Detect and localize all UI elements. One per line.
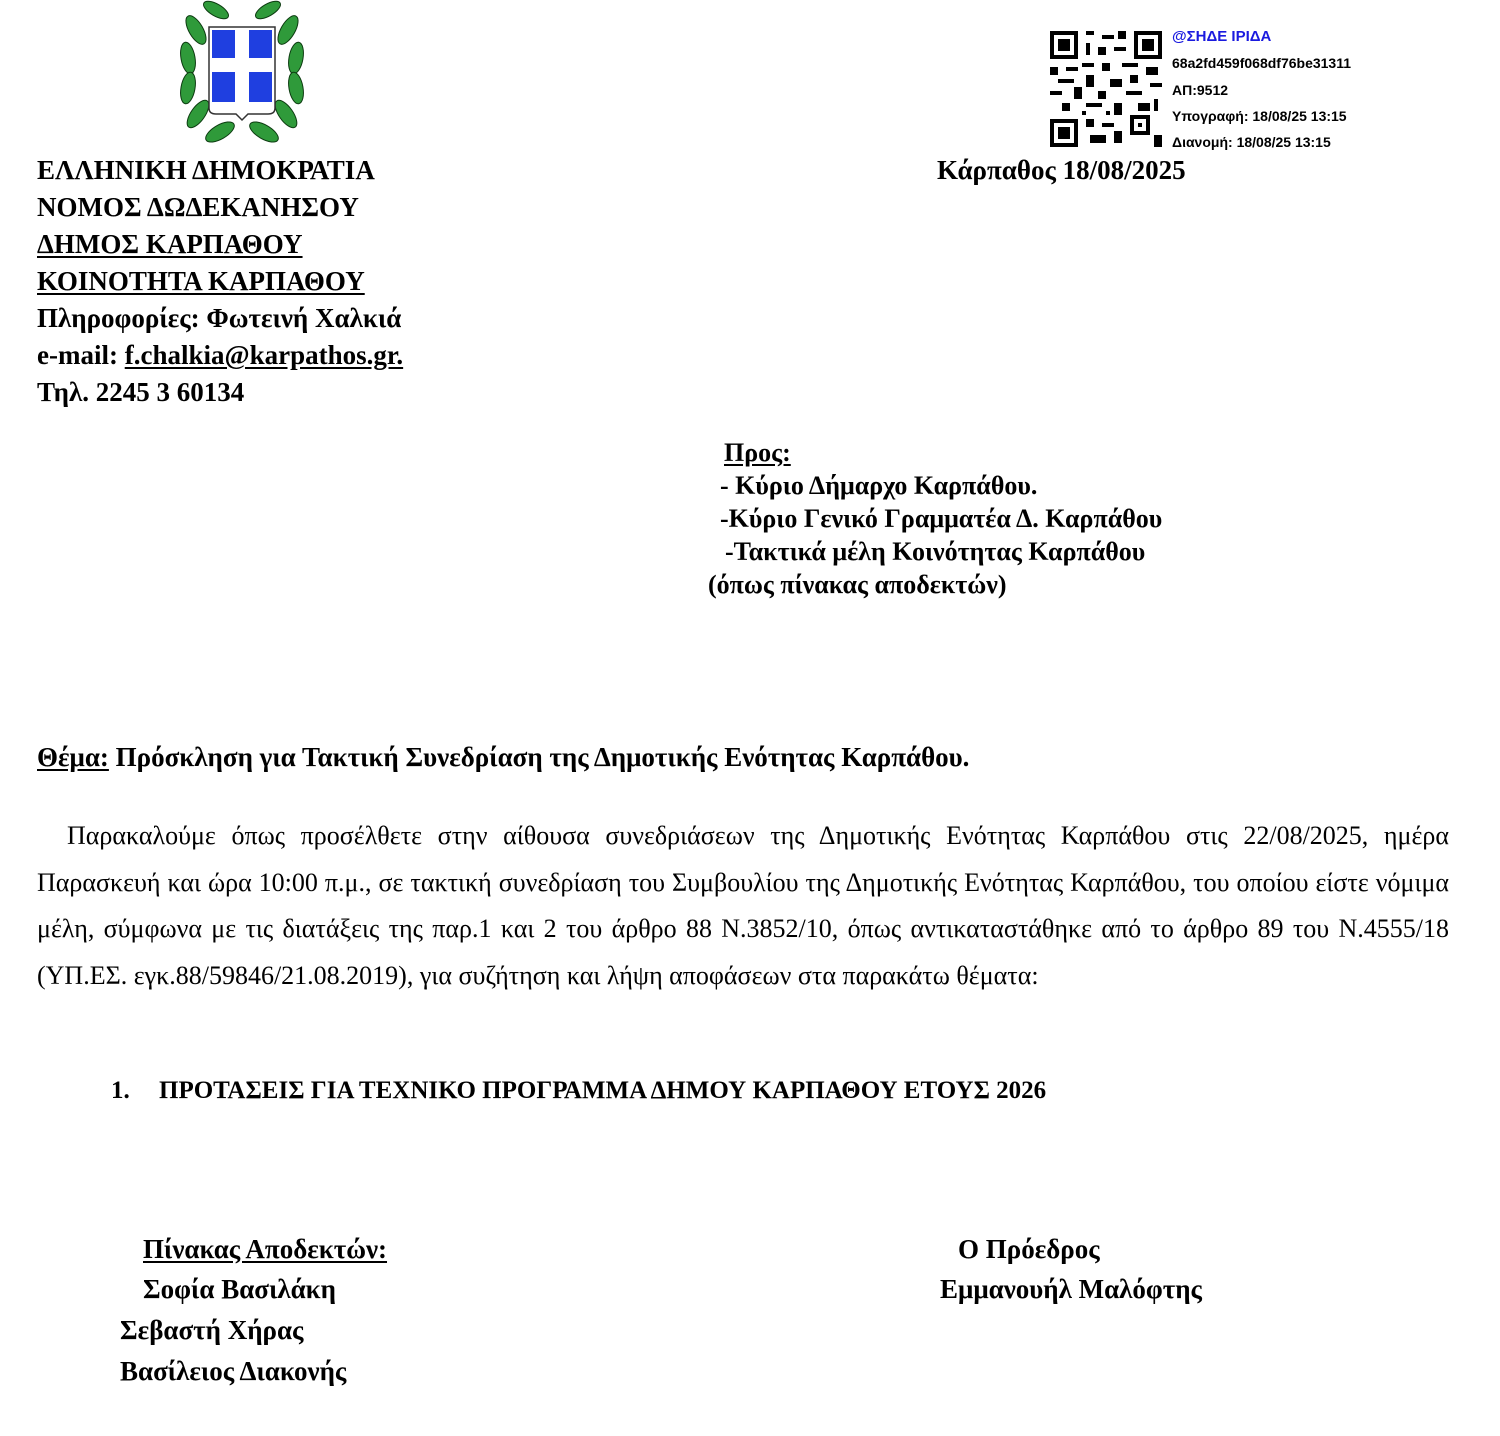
subject-label: Θέμα: xyxy=(37,742,109,772)
sender-country: ΕΛΛΗΝΙΚΗ ΔΗΜΟΚΡΑΤΙΑ xyxy=(37,155,375,185)
qr-code-icon xyxy=(1050,30,1162,148)
sender-email-label: e-mail: xyxy=(37,340,118,370)
agenda-item-number: 1. xyxy=(111,1077,130,1104)
subject-text: Πρόσκληση για Τακτική Συνεδρίαση της Δημοτικής Ενότητας Καρπάθου. xyxy=(115,742,970,772)
sender-email-link[interactable]: f.chalkia@karpathos.gr. xyxy=(124,340,404,370)
stamp-system-name: @ΣΗΔΕ ΙΡΙΔΑ xyxy=(1172,28,1272,45)
agenda-item-text: ΠΡΟΤΑΣΕΙΣ ΓΙΑ ΤΕΧΝΙΚΟ ΠΡΟΓΡΑΜΜΑ ΔΗΜΟΥ ΚΑΡΠΑΘΟΥ ΕΤΟΥΣ 2026 xyxy=(159,1077,1047,1104)
recipient-line: (όπως πίνακας αποδεκτών) xyxy=(708,570,1007,599)
sender-header xyxy=(37,152,403,411)
sender-municipality: ΔΗΜΟΣ ΚΑΡΠΑΘΟΥ xyxy=(37,229,303,259)
sender-prefecture: ΝΟΜΟΣ ΔΩΔΕΚΑΝΗΣΟΥ xyxy=(37,192,359,222)
stamp-distribution-time: Διανομή: 18/08/25 13:15 xyxy=(1172,134,1331,150)
sender-email xyxy=(37,337,403,374)
recipient-line: -Τακτικά μέλη Κοινότητας Καρπάθου xyxy=(725,537,1146,566)
distribution-name: Σοφία Βασιλάκη xyxy=(143,1274,336,1304)
recipient-line: -Κύριο Γενικό Γραμματέα Δ. Καρπάθου xyxy=(720,504,1163,533)
signatory-title: Ο Πρόεδρος xyxy=(958,1234,1100,1264)
distribution-name: Σεβαστή Χήρας xyxy=(120,1315,304,1345)
stamp-protocol-number: ΑΠ:9512 xyxy=(1172,82,1229,98)
greek-coat-of-arms-emblem xyxy=(176,0,308,148)
sender-info xyxy=(37,300,403,337)
sender-phone: Τηλ. 2245 3 60134 xyxy=(37,377,245,407)
recipients-label: Προς: xyxy=(724,438,791,467)
stamp-signature-time: Υπογραφή: 18/08/25 13:15 xyxy=(1172,108,1347,124)
agenda-item xyxy=(111,1077,1046,1105)
sender-community: ΚΟΙΝΟΤΗΤΑ ΚΑΡΠΑΘΟΥ xyxy=(37,266,365,296)
signatory-name: Εμμανουήλ Μαλόφτης xyxy=(940,1274,1202,1304)
subject-line xyxy=(37,742,969,773)
distribution-name: Βασίλειος Διακονής xyxy=(120,1356,347,1386)
recipient-line: - Κύριο Δήμαρχο Καρπάθου. xyxy=(720,471,1038,500)
sender-info-name: Φωτεινή Χαλκιά xyxy=(206,303,402,333)
body-paragraph: Παρακαλούμε όπως προσέλθετε στην αίθουσα συνεδριάσεων της Δημοτικής Ενότητας Καρπάθου στις 22/08/2025, ημέρα Παρασκευή και ώρα 10:00 π.μ., σε τακτική συνεδρίαση του Συμβουλίου της Δημοτικής Ενότητας Καρπάθου, του οποίου είστε νόμιμα μέλη, σύμφωνα με τις διατάξεις της παρ.1 και 2 του άρθρο 88 Ν.3852/10, όπως αντικαταστάθηκε από το άρθρο 89 του Ν.4555/18 (ΥΠ.ΕΣ. εγκ.88/59846/21.08.2019), για συζήτηση και λήψη αποφάσεων στα παρακάτω θέματα: xyxy=(37,821,1449,990)
sender-info-label: Πληροφορίες: xyxy=(37,303,200,333)
place-date: Κάρπαθος 18/08/2025 xyxy=(937,155,1186,185)
recipients-block xyxy=(708,436,1162,601)
distribution-list-label: Πίνακας Αποδεκτών: xyxy=(143,1234,388,1264)
agenda-list xyxy=(111,1077,1046,1105)
stamp-hash: 68a2fd459f068df76be31311 xyxy=(1172,55,1352,71)
